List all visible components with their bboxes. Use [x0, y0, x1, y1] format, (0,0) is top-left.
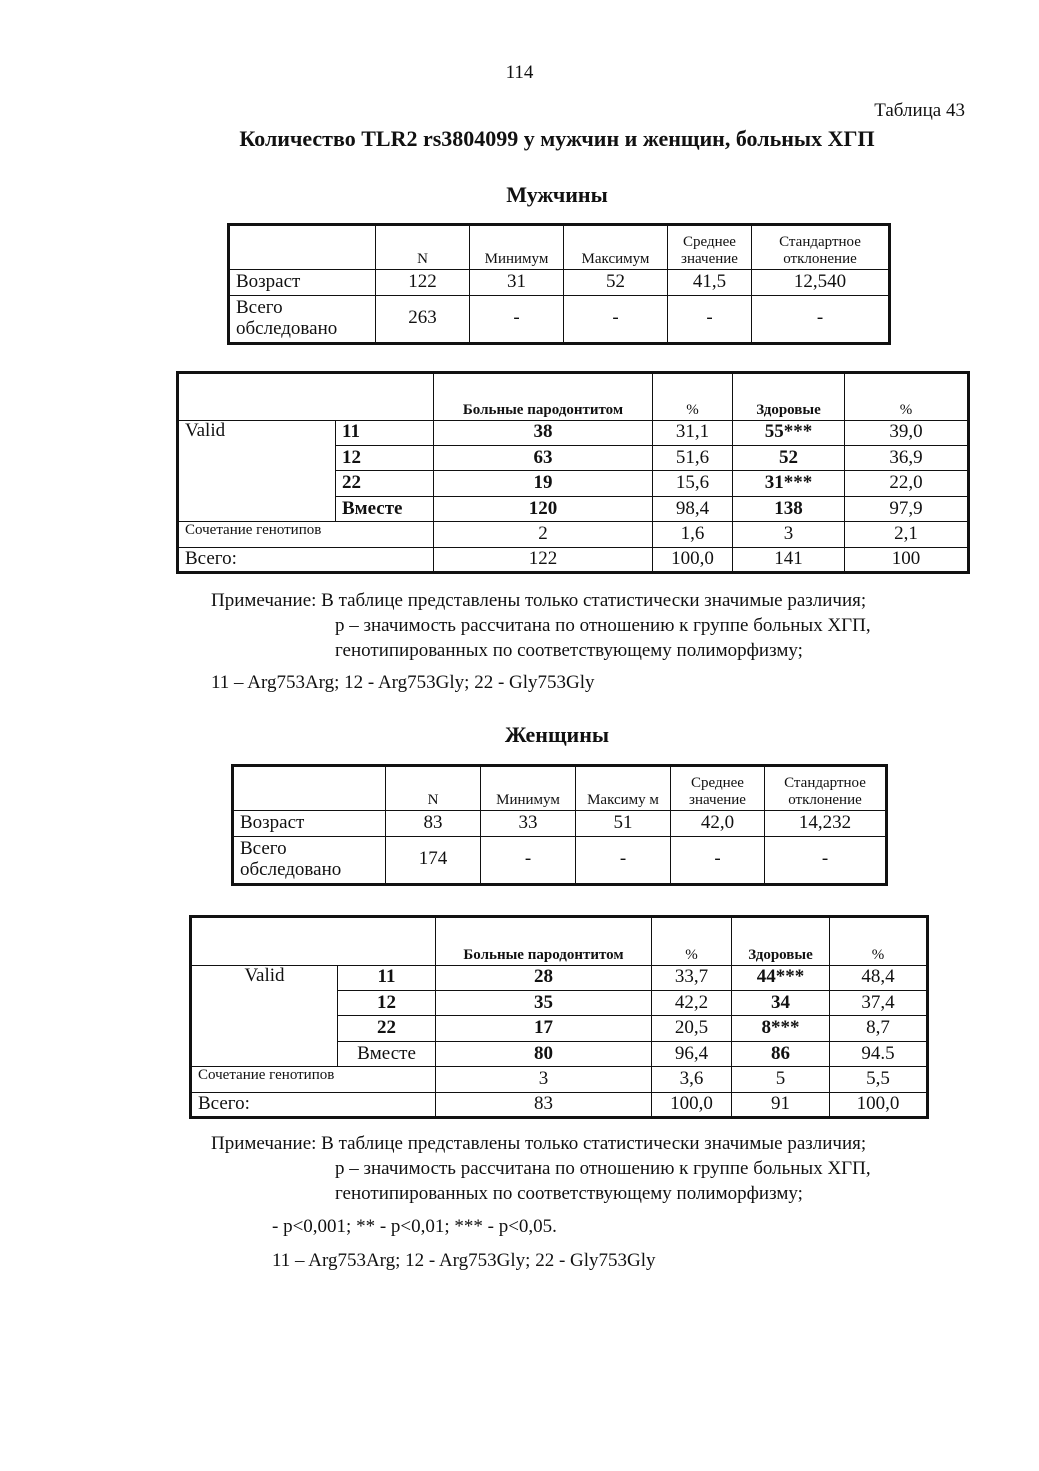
- table-row: [191, 1067, 928, 1092]
- cell-healthy: 34: [732, 991, 830, 1016]
- cell-patients: 35: [436, 991, 652, 1016]
- cell-healthy-pct: 100: [845, 547, 969, 572]
- table-number: Таблица 43: [874, 100, 965, 121]
- table-row: [191, 1016, 928, 1041]
- cell-patients-pct: 96,4: [652, 1041, 732, 1066]
- cell-min: 33: [481, 811, 576, 836]
- cell-n: 83: [386, 811, 481, 836]
- cell-healthy-pct: 8,7: [830, 1016, 928, 1041]
- genotype-label: 11: [338, 965, 436, 990]
- table-row: [191, 1041, 928, 1066]
- total-label: Всего:: [178, 547, 434, 572]
- genotype-label: 12: [336, 446, 434, 471]
- cell-patients-pct: 98,4: [653, 496, 733, 521]
- cell-mean: -: [671, 836, 765, 884]
- geno-header-pct: %: [830, 917, 928, 966]
- cell-patients: 120: [434, 496, 653, 521]
- page-number: 114: [505, 62, 534, 83]
- women-section-title: Женщины: [504, 722, 610, 747]
- cell-patients-pct: 15,6: [653, 471, 733, 496]
- geno-header-empty: [191, 917, 436, 966]
- total-label: Всего:: [191, 1092, 436, 1117]
- stats-header-n: N: [386, 766, 481, 811]
- women-genotype-table: [189, 915, 929, 1119]
- cell-healthy-pct: 37,4: [830, 991, 928, 1016]
- cell-healthy: 55***: [733, 420, 845, 445]
- stats-header-min: Минимум: [470, 225, 564, 270]
- cell-patients: 28: [436, 965, 652, 990]
- genotype-label: 12: [338, 991, 436, 1016]
- page-title: Количество TLR2 rs3804099 у мужчин и женщин, больных ХГП: [239, 126, 875, 151]
- cell-patients-pct: 3,6: [652, 1067, 732, 1092]
- cell-healthy: 141: [733, 547, 845, 572]
- cell-sd: -: [752, 295, 890, 343]
- stats-header-mean: Среднее значение: [668, 225, 752, 270]
- valid-label: Valid: [178, 420, 336, 522]
- cell-patients: 83: [436, 1092, 652, 1117]
- cell-mean: 41,5: [668, 270, 752, 295]
- cell-patients: 3: [436, 1067, 652, 1092]
- cell-patients: 63: [434, 446, 653, 471]
- table-row: [229, 270, 890, 295]
- women-note-line3: генотипированных по соответствующему полиморфизму;: [335, 1183, 803, 1204]
- stats-header-mean: Среднее значение: [671, 766, 765, 811]
- cell-patients-pct: 1,6: [653, 522, 733, 547]
- geno-header-patients: Больные пародонтитом: [436, 917, 652, 966]
- cell-n: 263: [376, 295, 470, 343]
- geno-header-pct: %: [653, 373, 733, 421]
- cell-patients: 122: [434, 547, 653, 572]
- row-label: Возраст: [229, 270, 376, 295]
- stats-header-empty: [229, 225, 376, 270]
- men-note-line3: генотипированных по соответствующему полиморфизму;: [335, 640, 803, 661]
- geno-header-empty: [178, 373, 434, 421]
- cell-sd: 14,232: [765, 811, 887, 836]
- valid-label: Valid: [191, 965, 338, 990]
- genotype-label: 11: [336, 420, 434, 445]
- table-row: [233, 836, 887, 884]
- stats-header-max: Максиму м: [576, 766, 671, 811]
- men-genotype-table: [176, 371, 970, 574]
- geno-header-healthy: Здоровые: [732, 917, 830, 966]
- women-note-line1: Примечание: В таблице представлены только статистически значимые различия;: [211, 1133, 867, 1154]
- cell-healthy: 5: [732, 1067, 830, 1092]
- stats-header-sd: Стандартное отклонение: [765, 766, 887, 811]
- genotype-label: Вместе: [338, 1041, 436, 1066]
- valid-spacer: [191, 1016, 338, 1041]
- table-row: [178, 547, 969, 572]
- cell-healthy-pct: 97,9: [845, 496, 969, 521]
- geno-header-pct: %: [845, 373, 969, 421]
- cell-max: 51: [576, 811, 671, 836]
- cell-healthy-pct: 5,5: [830, 1067, 928, 1092]
- men-section-title: Мужчины: [506, 182, 608, 207]
- men-note-line2: р – значимость рассчитана по отношению к группе больных ХГП,: [335, 615, 871, 636]
- cell-healthy-pct: 2,1: [845, 522, 969, 547]
- men-stats-table: [227, 223, 891, 345]
- genotype-label: Вместе: [336, 496, 434, 521]
- cell-patients: 38: [434, 420, 653, 445]
- men-genotype-legend: 11 – Arg753Arg; 12 - Arg753Gly; 22 - Gly753Gly: [211, 672, 595, 693]
- cell-patients-pct: 31,1: [653, 420, 733, 445]
- valid-spacer: [191, 991, 338, 1016]
- cell-healthy: 138: [733, 496, 845, 521]
- cell-max: -: [564, 295, 668, 343]
- combo-label: Сочетание генотипов: [178, 522, 434, 547]
- cell-healthy-pct: 100,0: [830, 1092, 928, 1117]
- cell-healthy: 31***: [733, 471, 845, 496]
- row-label: Всего обследовано: [233, 836, 386, 884]
- cell-patients-pct: 20,5: [652, 1016, 732, 1041]
- cell-patients: 19: [434, 471, 653, 496]
- cell-min: -: [481, 836, 576, 884]
- stats-header-n: N: [376, 225, 470, 270]
- women-genotype-legend: 11 – Arg753Arg; 12 - Arg753Gly; 22 - Gly753Gly: [272, 1250, 656, 1271]
- cell-sd: -: [765, 836, 887, 884]
- table-row: [229, 295, 890, 343]
- cell-sd: 12,540: [752, 270, 890, 295]
- cell-n: 174: [386, 836, 481, 884]
- cell-patients: 17: [436, 1016, 652, 1041]
- table-row: [178, 522, 969, 547]
- cell-mean: -: [668, 295, 752, 343]
- cell-max: 52: [564, 270, 668, 295]
- table-row: [191, 965, 928, 990]
- table-row: [233, 811, 887, 836]
- cell-min: -: [470, 295, 564, 343]
- genotype-label: 22: [336, 471, 434, 496]
- cell-patients-pct: 51,6: [653, 446, 733, 471]
- table-row: [178, 420, 969, 445]
- genotype-label: 22: [338, 1016, 436, 1041]
- cell-max: -: [576, 836, 671, 884]
- cell-healthy-pct: 22,0: [845, 471, 969, 496]
- stats-header-sd: Стандартное отклонение: [752, 225, 890, 270]
- cell-healthy: 86: [732, 1041, 830, 1066]
- women-note-line2: р – значимость рассчитана по отношению к группе больных ХГП,: [335, 1158, 871, 1179]
- table-row: [191, 991, 928, 1016]
- stats-header-empty: [233, 766, 386, 811]
- cell-patients: 80: [436, 1041, 652, 1066]
- cell-healthy: 91: [732, 1092, 830, 1117]
- p-value-legend: - p<0,001; ** - p<0,01; *** - p<0,05.: [272, 1216, 557, 1237]
- cell-healthy-pct: 94.5: [830, 1041, 928, 1066]
- cell-patients-pct: 100,0: [653, 547, 733, 572]
- cell-healthy: 52: [733, 446, 845, 471]
- cell-patients-pct: 33,7: [652, 965, 732, 990]
- cell-healthy: 8***: [732, 1016, 830, 1041]
- row-label: Всего обследовано: [229, 295, 376, 343]
- stats-header-max: Максимум: [564, 225, 668, 270]
- cell-n: 122: [376, 270, 470, 295]
- valid-spacer: [191, 1041, 338, 1066]
- cell-min: 31: [470, 270, 564, 295]
- geno-header-pct: %: [652, 917, 732, 966]
- cell-healthy-pct: 39,0: [845, 420, 969, 445]
- geno-header-patients: Больные пародонтитом: [434, 373, 653, 421]
- stats-header-min: Минимум: [481, 766, 576, 811]
- cell-patients-pct: 100,0: [652, 1092, 732, 1117]
- cell-healthy: 44***: [732, 965, 830, 990]
- cell-healthy: 3: [733, 522, 845, 547]
- row-label: Возраст: [233, 811, 386, 836]
- cell-patients-pct: 42,2: [652, 991, 732, 1016]
- cell-healthy-pct: 48,4: [830, 965, 928, 990]
- cell-patients: 2: [434, 522, 653, 547]
- women-stats-table: [231, 764, 888, 886]
- table-row: [191, 1092, 928, 1117]
- cell-mean: 42,0: [671, 811, 765, 836]
- men-note-line1: Примечание: В таблице представлены только статистически значимые различия;: [211, 590, 867, 611]
- cell-healthy-pct: 36,9: [845, 446, 969, 471]
- geno-header-healthy: Здоровые: [733, 373, 845, 421]
- combo-label: Сочетание генотипов: [191, 1067, 436, 1092]
